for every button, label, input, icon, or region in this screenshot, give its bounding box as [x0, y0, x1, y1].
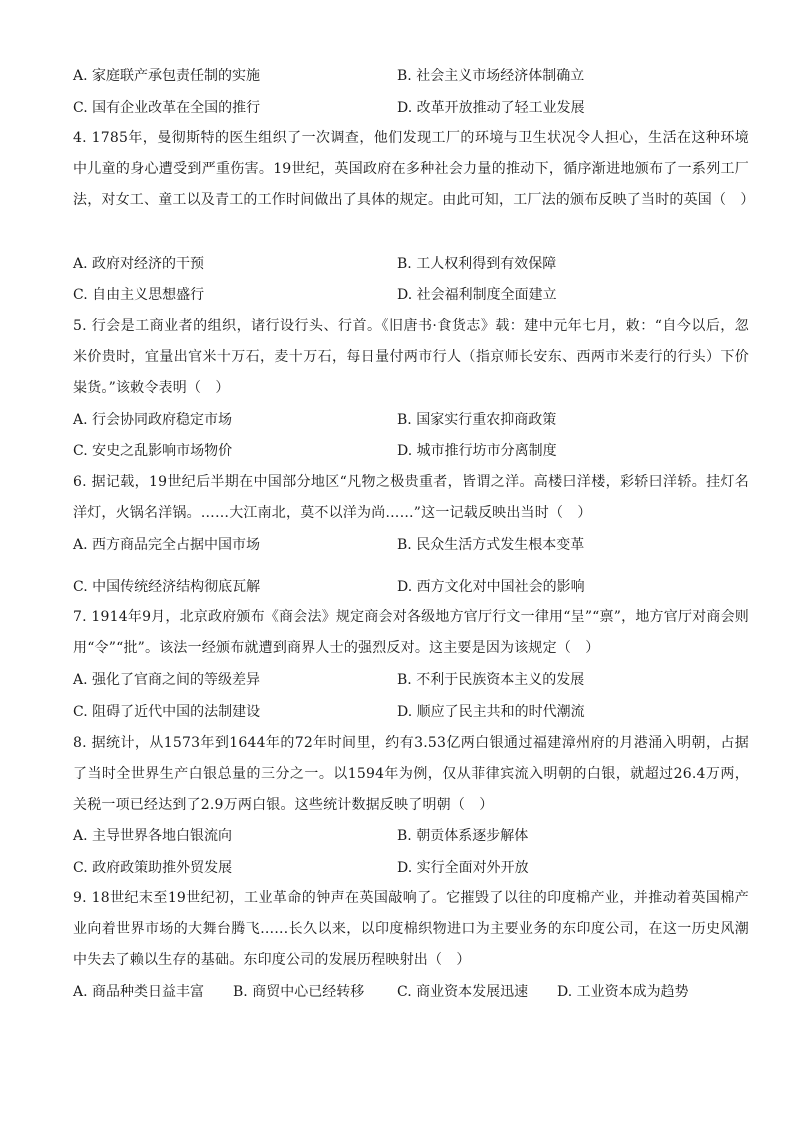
q9-options-row [73, 981, 754, 1003]
q4-options-row2 [73, 284, 754, 306]
q9-stem: 9. 18世纪末至19世纪初，工业革命的钟声在英国敲响了。它摧毁了以往的印度棉产业，并推动着英国棉产业向着世界市场的大舞台腾飞……长久以来，以印度棉织物进口为主要业务的东印度公司，在这一历史风潮中失去了赖以生存的基础。东印度公司的发展历程映射出（ ） [73, 890, 749, 968]
q9-option-d[interactable]: D. 工业资本成为趋势 [557, 984, 689, 1000]
q6-option-c[interactable]: C. 中国传统经济结构彻底瓦解 [73, 579, 261, 595]
q4-option-c[interactable]: C. 自由主义思想盛行 [73, 287, 205, 303]
q6-options-row1 [73, 534, 754, 556]
q7-option-b[interactable]: B. 不利于民族资本主义的发展 [397, 672, 585, 688]
q9-option-c[interactable]: C. 商业资本发展迅速 [397, 984, 529, 1000]
q3-option-a[interactable]: A. 家庭联产承包责任制的实施 [73, 68, 261, 84]
q7-options-row1 [73, 669, 754, 691]
q8-option-a[interactable]: A. 主导世界各地白银流向 [73, 828, 233, 844]
q8-option-b[interactable]: B. 朝贡体系逐步解体 [397, 828, 529, 844]
q4-stem: 4. 1785年，曼彻斯特的医生组织了一次调查，他们发现工厂的环境与卫生状况令人担心，生活在这种环境中儿童的身心遭受到严重伤害。19世纪，英国政府在多种社会力量的推动下，循序渐进地颁布了一系列工厂法，对女工、童工以及青工的工作时间做出了具体的规定。由此可知，工厂法的颁布反映了当时的英国（ ） [73, 130, 755, 208]
q9-option-b[interactable]: B. 商贸中心已经转移 [233, 984, 365, 1000]
q6-option-d[interactable]: D. 西方文化对中国社会的影响 [397, 579, 585, 595]
q6-option-b[interactable]: B. 民众生活方式发生根本变革 [397, 537, 585, 553]
q5-options-row2 [73, 440, 754, 462]
q5-option-a[interactable]: A. 行会协同政府稳定市场 [73, 412, 233, 428]
q9-option-a[interactable]: A. 商品种类日益丰富 [73, 984, 205, 1000]
q7-option-d[interactable]: D. 顺应了民主共和的时代潮流 [397, 704, 585, 720]
q8-options-row1 [73, 825, 754, 847]
q5-option-d[interactable]: D. 城市推行坊市分离制度 [397, 443, 557, 459]
q6-option-a[interactable]: A. 西方商品完全占据中国市场 [73, 537, 261, 553]
q7-option-a[interactable]: A. 强化了官商之间的等级差异 [73, 672, 261, 688]
q5-option-c[interactable]: C. 安史之乱影响市场物价 [73, 443, 233, 459]
q5-option-b[interactable]: B. 国家实行重农抑商政策 [397, 412, 557, 428]
q8-option-c[interactable]: C. 政府政策助推外贸发展 [73, 860, 233, 876]
q4-option-d[interactable]: D. 社会福利制度全面建立 [397, 287, 557, 303]
q8-options-row2 [73, 857, 754, 879]
q4-option-b[interactable]: B. 工人权利得到有效保障 [397, 256, 557, 272]
q3-option-b[interactable]: B. 社会主义市场经济体制确立 [397, 68, 585, 84]
q3-option-d[interactable]: D. 改革开放推动了轻工业发展 [397, 100, 585, 116]
q8-option-d[interactable]: D. 实行全面对外开放 [397, 860, 529, 876]
q7-options-row2 [73, 701, 754, 723]
q3-options-row1 [73, 65, 754, 87]
q4-option-a[interactable]: A. 政府对经济的干预 [73, 256, 205, 272]
q4-options-row1 [73, 253, 754, 275]
q3-options-row2 [73, 97, 754, 119]
q7-option-c[interactable]: C. 阻碍了近代中国的法制建设 [73, 704, 261, 720]
q8-stem: 8. 据统计，从1573年到1644年的72年时间里，约有3.53亿两白银通过福建漳州府的月港涌入明朝，占据了当时全世界生产白银总量的三分之一。以1594年为例，仅从菲律宾流入明朝的白银，就超过26.4万两，关税一项已经达到了2.9万两白银。这些统计数据反映了明朝（ ） [73, 735, 749, 813]
q5-stem: 5. 行会是工商业者的组织，诸行设行头、行首。《旧唐书·食货志》载：建中元年七月，敕：“自今以后，忽米价贵时，宜量出官米十万石，麦十万石，每日量付两市行人（指京师长安东、西两市米麦行的行头）下价粜货。”该敕令表明（ ） [73, 318, 749, 396]
q6-options-row2 [73, 576, 754, 598]
q5-options-row1 [73, 409, 754, 431]
q7-stem: 7. 1914年9月，北京政府颁布《商会法》规定商会对各级地方官厅行文一律用“呈”“禀”，地方官厅对商会则用“令”“批”。该法一经颁布就遭到商界人士的强烈反对。这主要是因为该规定（ ） [73, 609, 749, 656]
q6-stem: 6. 据记载，19世纪后半期在中国部分地区“凡物之极贵重者，皆谓之洋。高楼曰洋楼，彩轿曰洋轿。挂灯名洋灯，火锅名洋锅。……大江南北，莫不以洋为尚……”这一记载反映出当时（ ） [73, 474, 749, 521]
q3-option-c[interactable]: C. 国有企业改革在全国的推行 [73, 100, 261, 116]
